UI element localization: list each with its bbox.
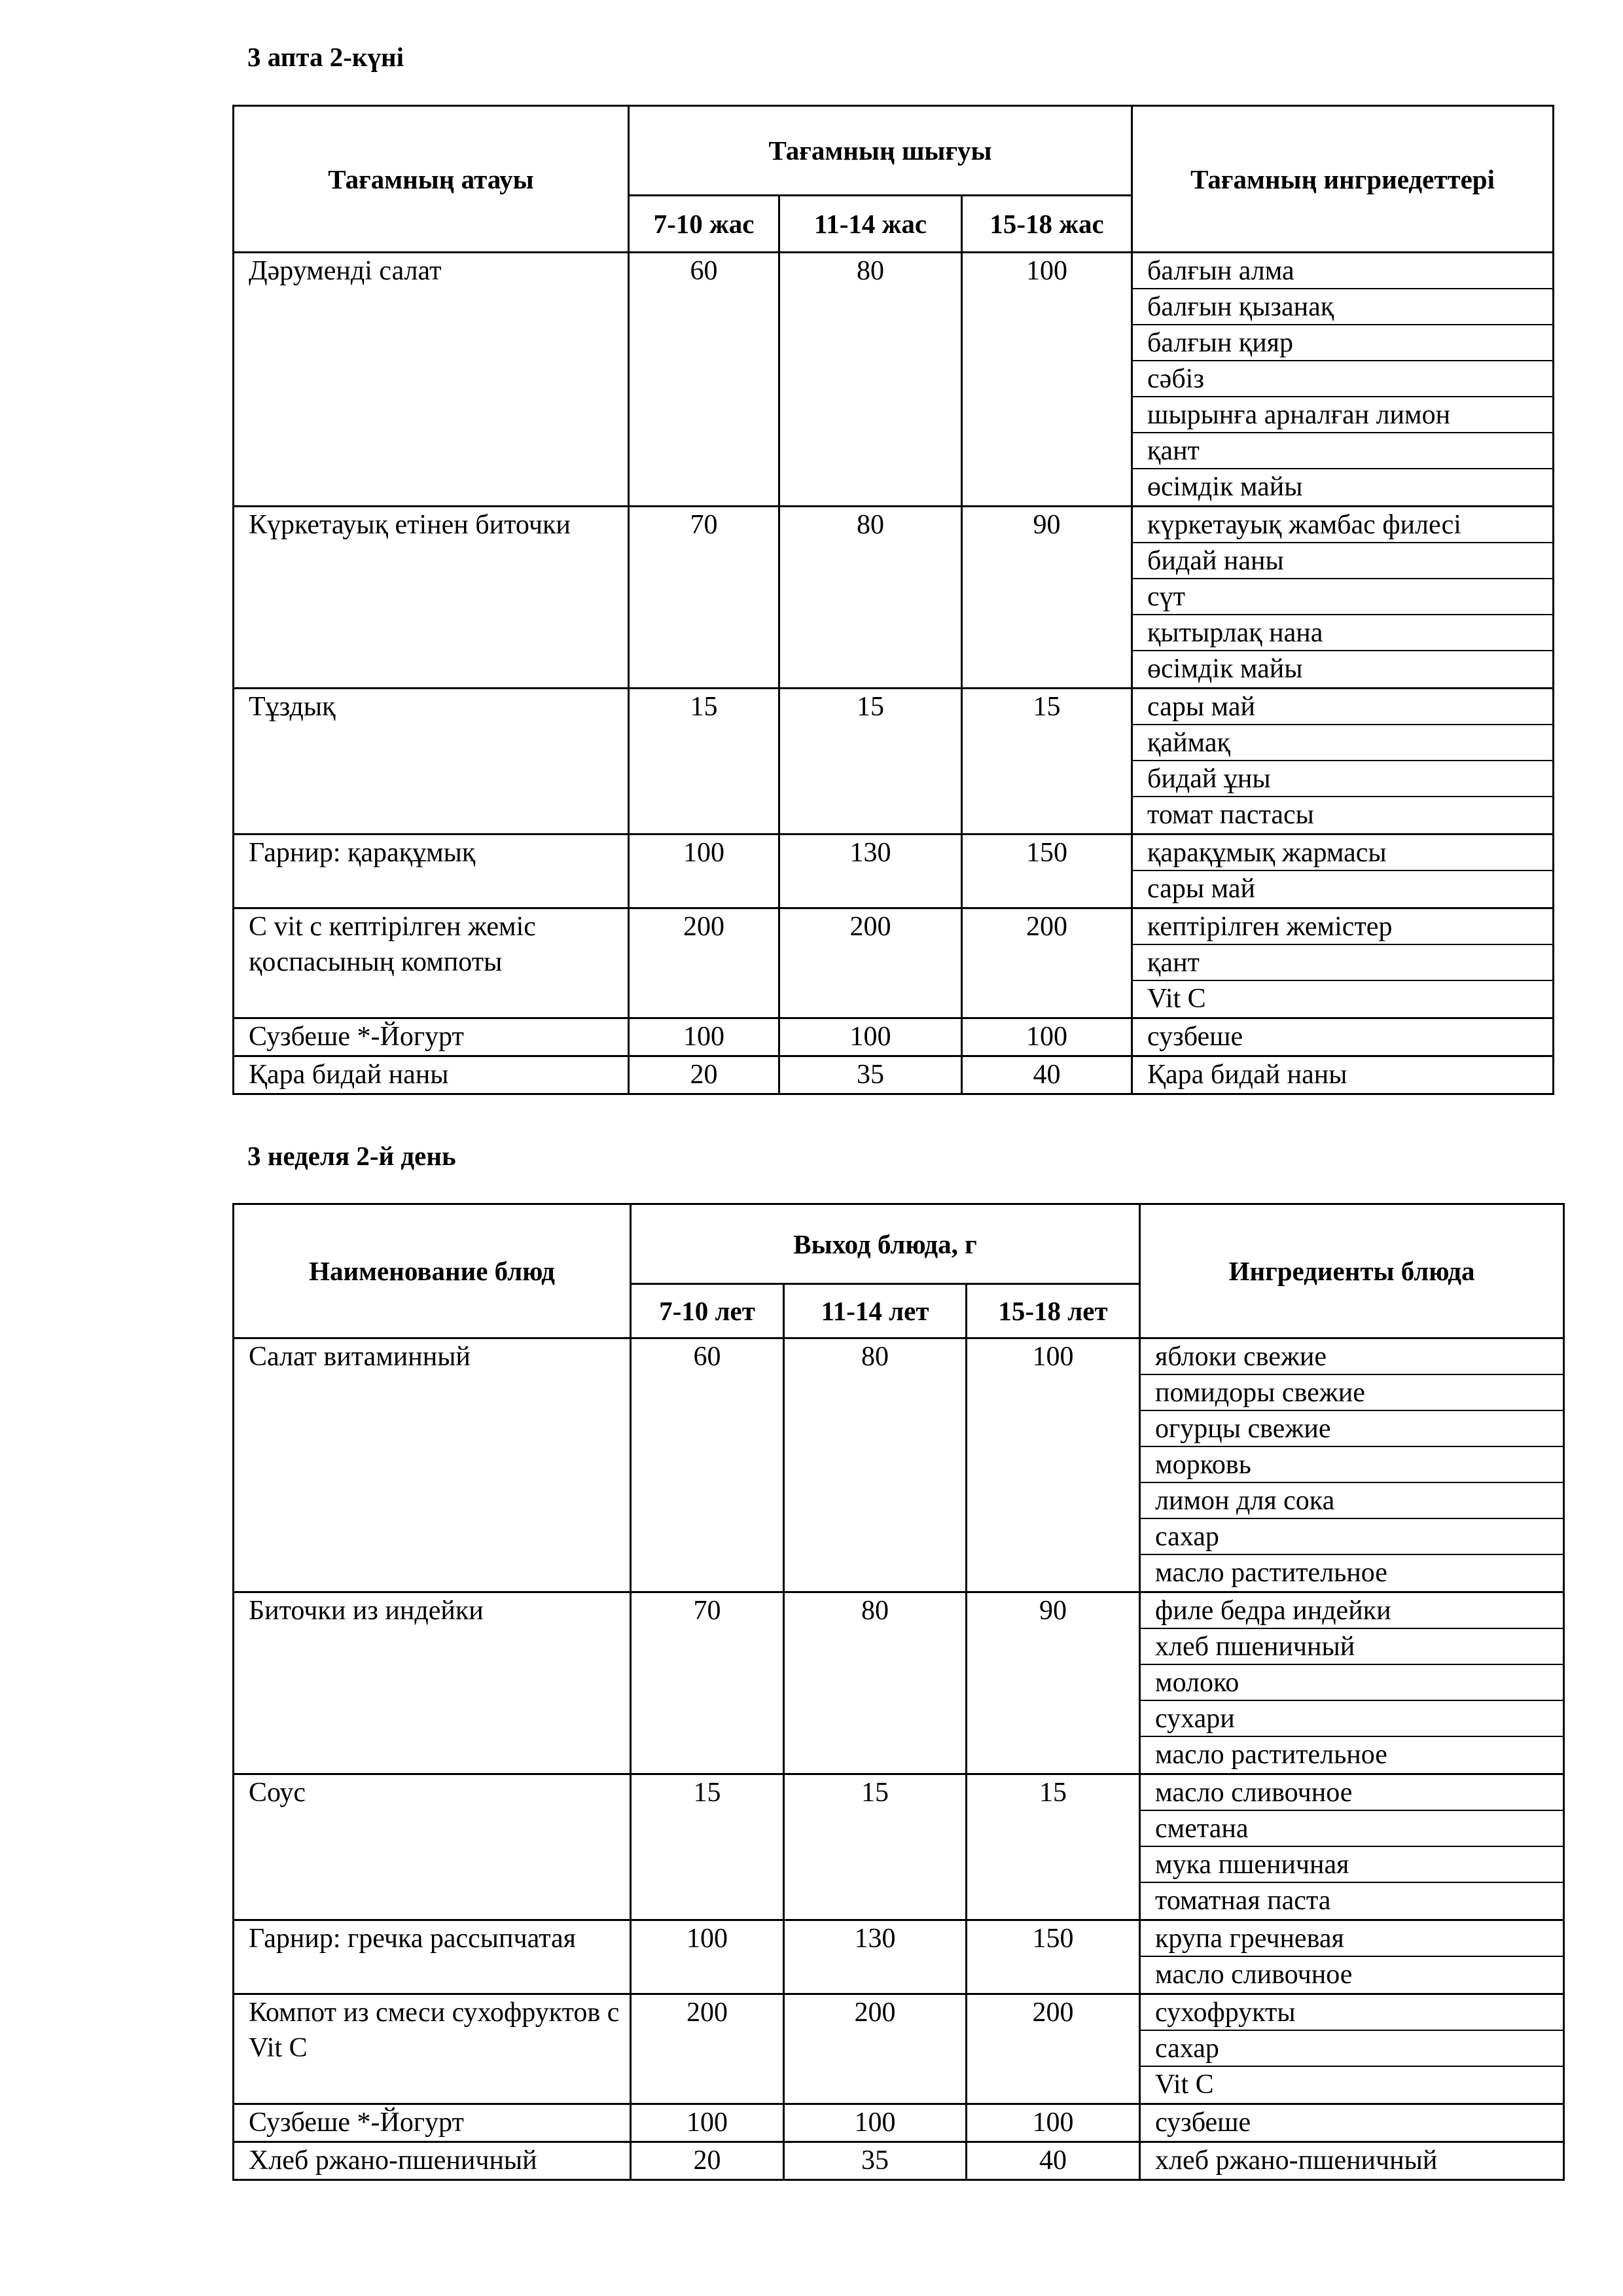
ingredients-list bbox=[1140, 1774, 1564, 1920]
portion-7-10: 20 bbox=[629, 1056, 779, 1094]
portion-11-14: 35 bbox=[779, 1056, 962, 1094]
portion-11-14: 15 bbox=[784, 1774, 967, 1920]
ingredient-item: балғын қияр bbox=[1133, 325, 1552, 361]
ingredient-item: сахар bbox=[1141, 1519, 1563, 1555]
table-row bbox=[234, 1994, 1564, 2104]
ingredient-item: өсімдік майы bbox=[1147, 472, 1303, 502]
portion-7-10: 15 bbox=[631, 1774, 784, 1920]
ingredient-item: молоко bbox=[1141, 1665, 1563, 1701]
table-row bbox=[234, 1592, 1564, 1774]
ingredient-item: сухари bbox=[1141, 1701, 1563, 1737]
ingredients-list bbox=[1132, 834, 1554, 908]
portion-7-10: 100 bbox=[629, 834, 779, 908]
ingredient-item: қант bbox=[1133, 433, 1552, 469]
portion-15-18: 15 bbox=[967, 1774, 1140, 1920]
ingredient-item: кептірілген жемістер bbox=[1133, 909, 1552, 945]
ingredient-item: сухофрукты bbox=[1141, 1995, 1563, 2031]
portion-7-10: 100 bbox=[631, 1920, 784, 1994]
dish-name bbox=[234, 2142, 631, 2180]
portion-11-14: 80 bbox=[779, 253, 962, 507]
portion-15-18: 150 bbox=[967, 1920, 1140, 1994]
ingredients-list bbox=[1132, 253, 1554, 507]
table-row bbox=[234, 507, 1554, 689]
portion-15-18: 100 bbox=[962, 253, 1132, 507]
portion-7-10: 70 bbox=[631, 1592, 784, 1774]
ingredient-item: мука пшеничная bbox=[1141, 1847, 1563, 1883]
ingredient-item: сузбеше bbox=[1147, 1022, 1243, 1052]
ingredient-item: бидай ұны bbox=[1133, 761, 1552, 797]
portion-7-10: 60 bbox=[629, 253, 779, 507]
ingredient-item: томат пастасы bbox=[1147, 800, 1314, 830]
ingredients-list bbox=[1140, 1994, 1564, 2104]
portion-15-18: 90 bbox=[962, 507, 1132, 689]
ingredient-item: қант bbox=[1133, 945, 1552, 981]
portion-7-10: 70 bbox=[629, 507, 779, 689]
ingredient-item: томатная паста bbox=[1155, 1886, 1331, 1916]
dish-name-text: Салат витаминный bbox=[249, 1342, 471, 1372]
portion-15-18: 200 bbox=[967, 1994, 1140, 2104]
ingredient-item: морковь bbox=[1141, 1447, 1563, 1483]
header-age-15-18: 15-18 лет bbox=[967, 1284, 1140, 1338]
menu-table bbox=[232, 105, 1554, 1095]
section-heading: 3 апта 2-күні bbox=[247, 42, 404, 72]
table-row bbox=[234, 253, 1554, 507]
portion-7-10: 20 bbox=[631, 2142, 784, 2180]
ingredient-item: сахар bbox=[1141, 2031, 1563, 2067]
dish-name bbox=[234, 253, 629, 507]
dish-name-text: Биточки из индейки bbox=[249, 1596, 484, 1626]
dish-name-text: Сузбеше *-Йогурт bbox=[249, 1022, 464, 1052]
ingredient-item: хлеб ржано-пшеничный bbox=[1155, 2145, 1438, 2176]
table-row bbox=[234, 2104, 1564, 2142]
portion-7-10: 100 bbox=[631, 2104, 784, 2142]
ingredient-item: қытырлақ нана bbox=[1133, 615, 1552, 651]
dish-name bbox=[234, 1338, 631, 1592]
ingredient-item: қарақұмық жармасы bbox=[1133, 835, 1552, 871]
portion-15-18: 15 bbox=[962, 689, 1132, 834]
section-heading: 3 неделя 2-й день bbox=[247, 1141, 456, 1171]
portion-7-10: 60 bbox=[631, 1338, 784, 1592]
table-row bbox=[234, 1920, 1564, 1994]
dish-name-text: Компот из смеси сухофруктов с Vit C bbox=[249, 1998, 620, 2063]
dish-name bbox=[234, 507, 629, 689]
dish-name bbox=[234, 1920, 631, 1994]
ingredient-item: Қара бидай наны bbox=[1147, 1060, 1347, 1090]
ingredients-list bbox=[1140, 1920, 1564, 1994]
portion-11-14: 80 bbox=[784, 1592, 967, 1774]
portion-7-10: 200 bbox=[631, 1994, 784, 2104]
ingredient-item: сүт bbox=[1133, 579, 1552, 615]
ingredient-item: масло сливочное bbox=[1155, 1960, 1353, 1990]
header-ingredients: Тағамның ингриедеттері bbox=[1132, 106, 1554, 253]
header-output: Выход блюда, г bbox=[631, 1204, 1140, 1284]
ingredients-list bbox=[1140, 1338, 1564, 1592]
ingredient-item: күркетауық жамбас филесі bbox=[1133, 507, 1552, 543]
portion-7-10: 15 bbox=[629, 689, 779, 834]
ingredient-item: крупа гречневая bbox=[1141, 1921, 1563, 1957]
ingredient-item: балғын алма bbox=[1133, 253, 1552, 289]
dish-name-text: Дәруменді салат bbox=[249, 256, 442, 286]
dish-name bbox=[234, 1774, 631, 1920]
dish-name-text: Гарнир: қарақұмық bbox=[249, 838, 476, 868]
portion-11-14: 100 bbox=[784, 2104, 967, 2142]
portion-11-14: 130 bbox=[779, 834, 962, 908]
header-age-7-10: 7-10 жас bbox=[629, 196, 779, 253]
portion-15-18: 100 bbox=[967, 2104, 1140, 2142]
table-row bbox=[234, 689, 1554, 834]
dish-name-text: Соус bbox=[249, 1778, 306, 1808]
ingredient-item: сәбіз bbox=[1133, 361, 1552, 397]
portion-15-18: 90 bbox=[967, 1592, 1140, 1774]
ingredient-item: огурцы свежие bbox=[1141, 1411, 1563, 1447]
table-row bbox=[234, 908, 1554, 1018]
ingredient-item: яблоки свежие bbox=[1141, 1339, 1563, 1375]
dish-name-text: С vit с кептірілген жеміс қоспасының компоты bbox=[249, 912, 536, 977]
portion-11-14: 130 bbox=[784, 1920, 967, 1994]
portion-15-18: 100 bbox=[962, 1018, 1132, 1056]
table-row bbox=[234, 2142, 1564, 2180]
portion-15-18: 40 bbox=[967, 2142, 1140, 2180]
dish-name bbox=[234, 834, 629, 908]
table-row bbox=[234, 1018, 1554, 1056]
ingredient-item: қаймақ bbox=[1133, 725, 1552, 761]
ingredients-list bbox=[1140, 1592, 1564, 1774]
portion-15-18: 100 bbox=[967, 1338, 1140, 1592]
ingredient-item: масло растительное bbox=[1155, 1558, 1387, 1588]
header-age-11-14: 11-14 лет bbox=[784, 1284, 967, 1338]
portion-15-18: 200 bbox=[962, 908, 1132, 1018]
portion-11-14: 100 bbox=[779, 1018, 962, 1056]
ingredient-item: Vit C bbox=[1147, 984, 1206, 1014]
portion-11-14: 35 bbox=[784, 2142, 967, 2180]
portion-11-14: 15 bbox=[779, 689, 962, 834]
dish-name-text: Хлеб ржано-пшеничный bbox=[249, 2145, 537, 2176]
ingredient-item: өсімдік майы bbox=[1147, 654, 1303, 684]
portion-15-18: 40 bbox=[962, 1056, 1132, 1094]
header-dish-name: Тағамның атауы bbox=[234, 106, 629, 253]
ingredients-list bbox=[1132, 908, 1554, 1018]
ingredient-item: бидай наны bbox=[1133, 543, 1552, 579]
menu-table bbox=[232, 1203, 1565, 2181]
ingredient-item: сметана bbox=[1141, 1811, 1563, 1847]
ingredient-item: филе бедра индейки bbox=[1141, 1593, 1563, 1629]
portion-7-10: 200 bbox=[629, 908, 779, 1018]
ingredients-list bbox=[1132, 1018, 1554, 1056]
header-age-7-10: 7-10 лет bbox=[631, 1284, 784, 1338]
ingredient-item: масло растительное bbox=[1155, 1740, 1387, 1770]
table-row bbox=[234, 834, 1554, 908]
portion-11-14: 200 bbox=[779, 908, 962, 1018]
dish-name bbox=[234, 2104, 631, 2142]
dish-name bbox=[234, 1018, 629, 1056]
header-age-15-18: 15-18 жас bbox=[962, 196, 1132, 253]
ingredient-item: помидоры свежие bbox=[1141, 1375, 1563, 1411]
ingredients-list bbox=[1132, 507, 1554, 689]
portion-7-10: 100 bbox=[629, 1018, 779, 1056]
ingredient-item: сары май bbox=[1133, 689, 1552, 725]
ingredient-item: шырынға арналған лимон bbox=[1133, 397, 1552, 433]
dish-name-text: Сузбеше *-Йогурт bbox=[249, 2108, 464, 2138]
portion-11-14: 200 bbox=[784, 1994, 967, 2104]
header-ingredients: Ингредиенты блюда bbox=[1140, 1204, 1564, 1338]
dish-name-text: Күркетауық етінен биточки bbox=[249, 510, 571, 540]
dish-name bbox=[234, 1592, 631, 1774]
dish-name bbox=[234, 1994, 631, 2104]
portion-11-14: 80 bbox=[784, 1338, 967, 1592]
dish-name bbox=[234, 1056, 629, 1094]
ingredient-item: масло сливочное bbox=[1141, 1775, 1563, 1811]
ingredients-list bbox=[1132, 1056, 1554, 1094]
dish-name-text: Гарнир: гречка рассыпчатая bbox=[249, 1924, 576, 1954]
ingredient-item: сузбеше bbox=[1155, 2108, 1251, 2138]
dish-name-text: Тұздық bbox=[249, 692, 336, 722]
header-dish-name: Наименование блюд bbox=[234, 1204, 631, 1338]
ingredients-list bbox=[1140, 2104, 1564, 2142]
ingredient-item: балғын қызанақ bbox=[1133, 289, 1552, 325]
ingredients-list bbox=[1132, 689, 1554, 834]
table-row bbox=[234, 1338, 1564, 1592]
table-row bbox=[234, 1056, 1554, 1094]
header-age-11-14: 11-14 жас bbox=[779, 196, 962, 253]
table-row bbox=[234, 1774, 1564, 1920]
ingredient-item: сары май bbox=[1147, 874, 1255, 904]
ingredient-item: Vit C bbox=[1155, 2070, 1214, 2100]
dish-name bbox=[234, 689, 629, 834]
ingredient-item: хлеб пшеничный bbox=[1141, 1629, 1563, 1665]
dish-name-text: Қара бидай наны bbox=[249, 1060, 449, 1090]
header-output: Тағамның шығуы bbox=[629, 106, 1132, 196]
ingredient-item: лимон для сока bbox=[1141, 1483, 1563, 1519]
portion-11-14: 80 bbox=[779, 507, 962, 689]
ingredients-list bbox=[1140, 2142, 1564, 2180]
portion-15-18: 150 bbox=[962, 834, 1132, 908]
dish-name bbox=[234, 908, 629, 1018]
